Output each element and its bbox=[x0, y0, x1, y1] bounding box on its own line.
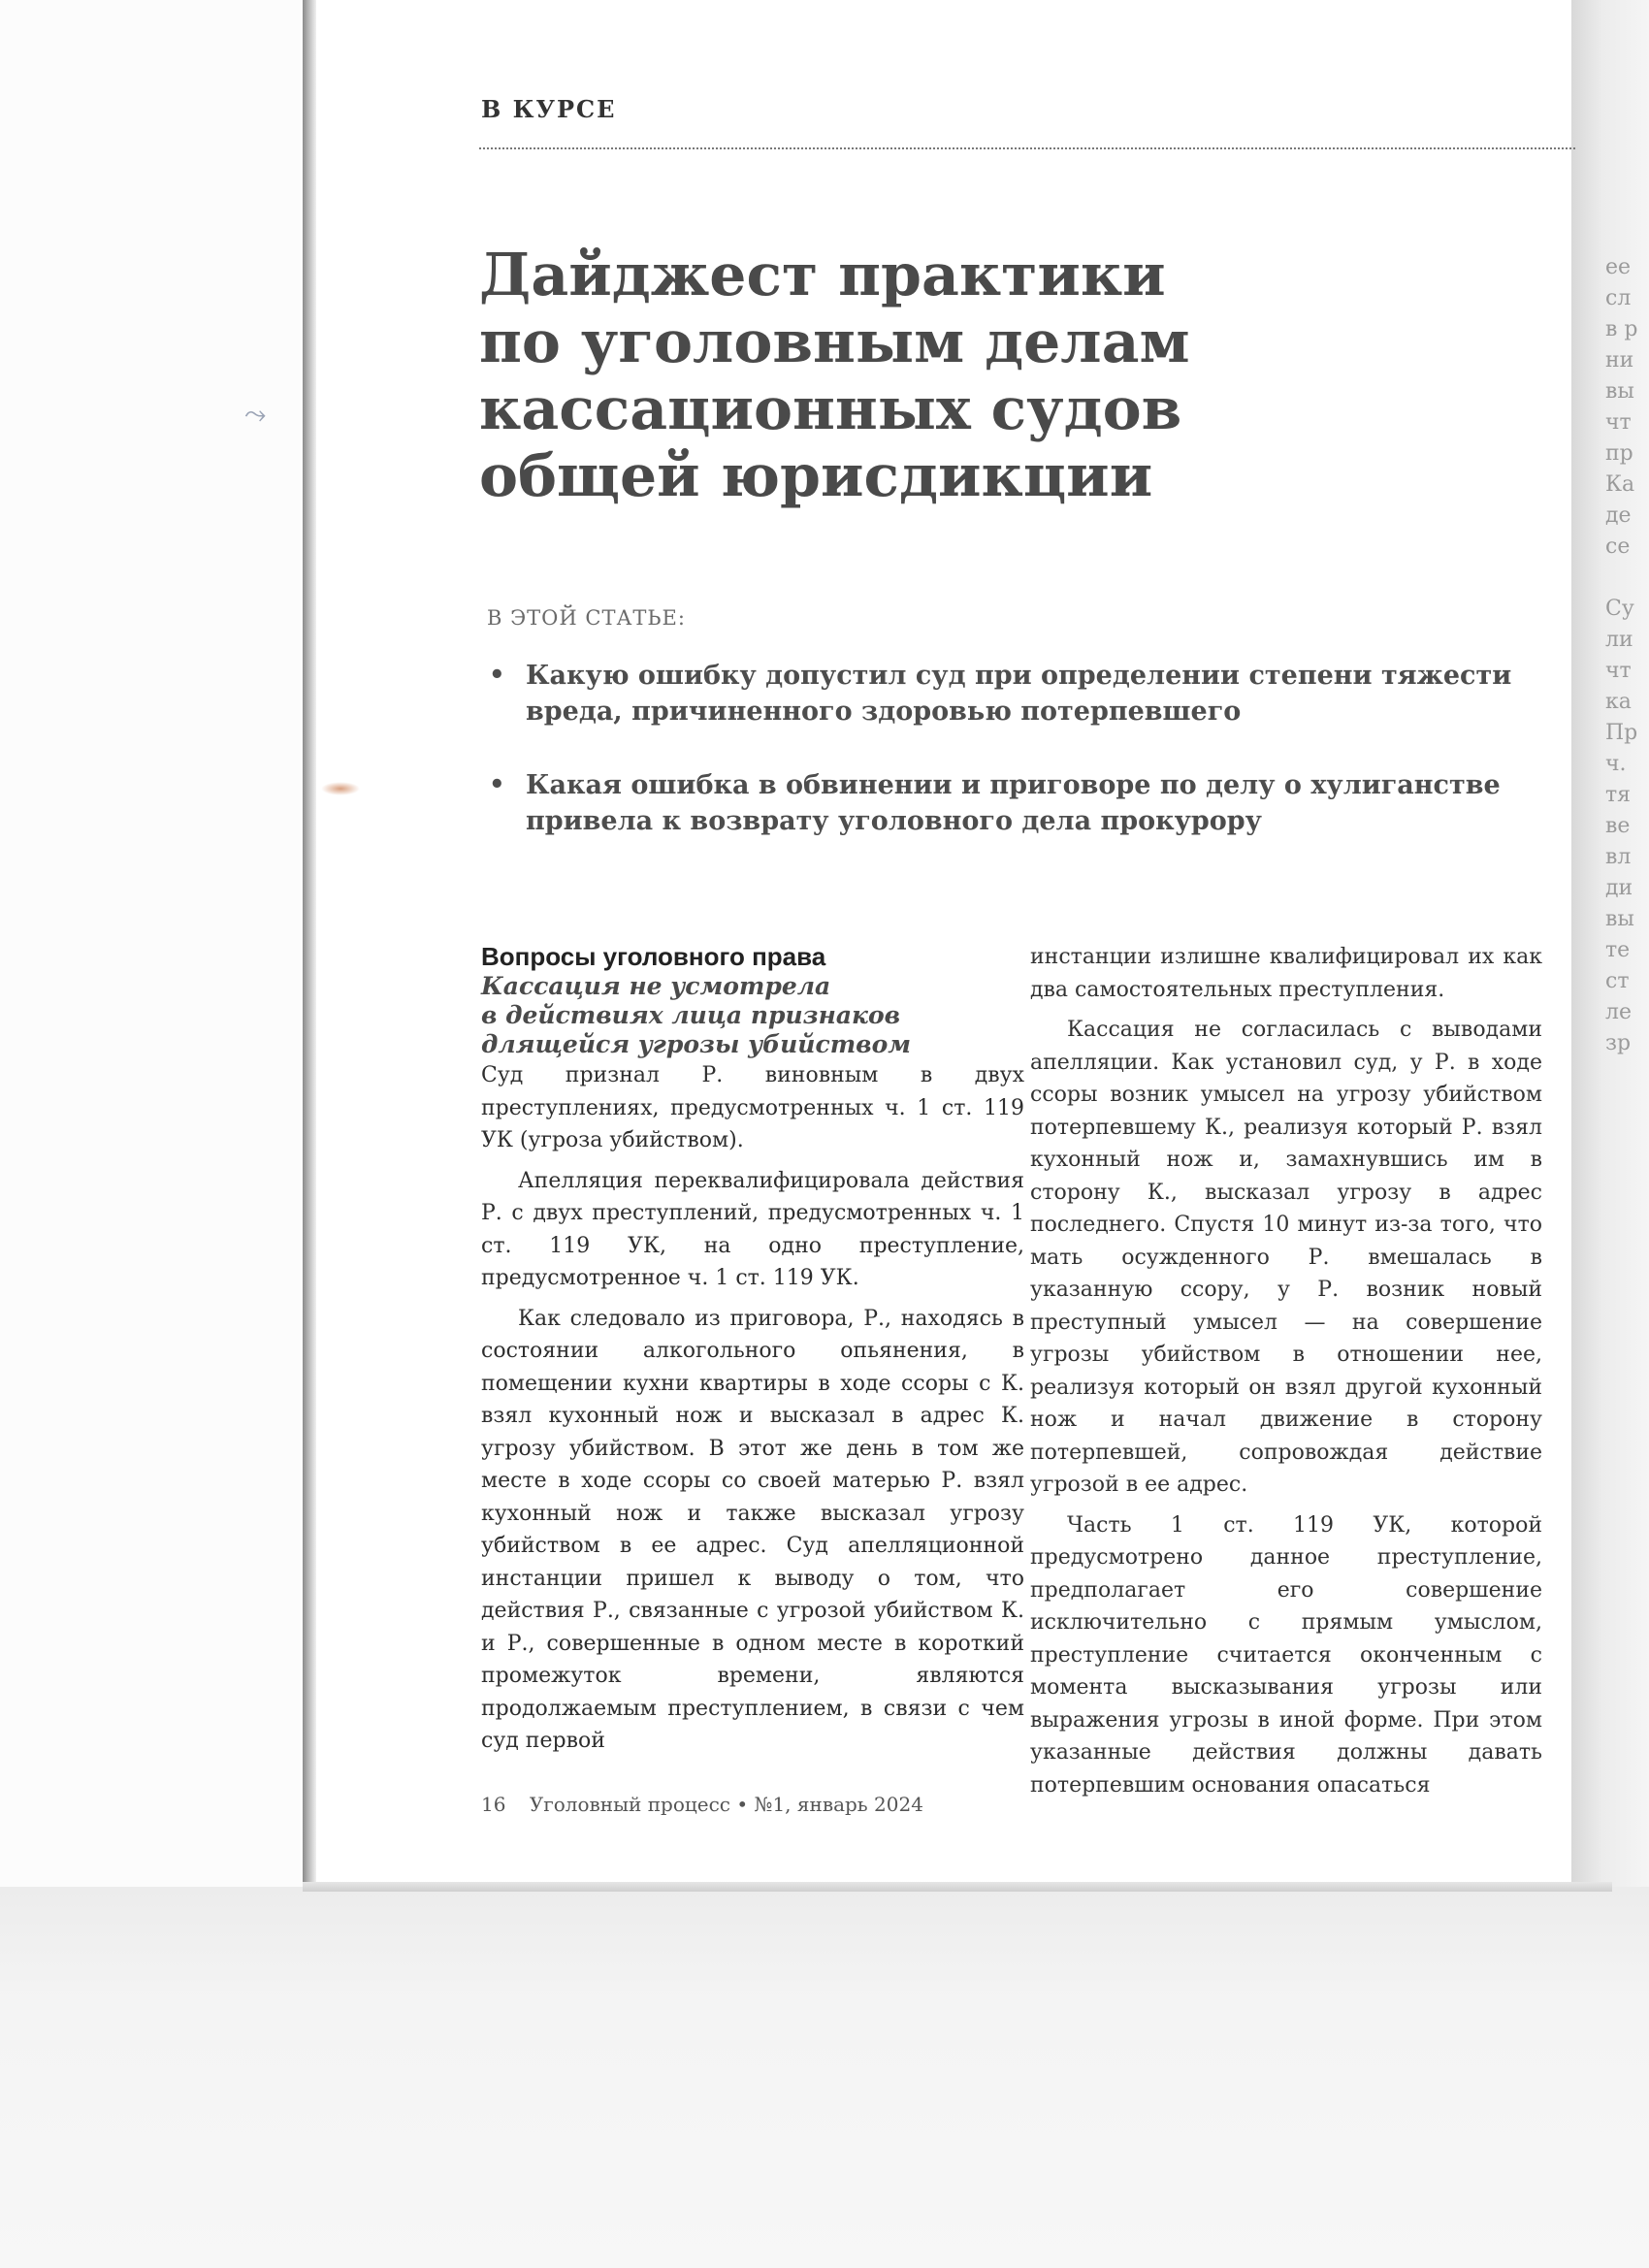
bleed-fragment: ве bbox=[1605, 814, 1631, 838]
bleed-fragment: ка bbox=[1605, 690, 1632, 714]
scanner-background-bottom bbox=[0, 1887, 1649, 2268]
text-column-left bbox=[481, 941, 1024, 1758]
bleed-fragment: вы bbox=[1605, 907, 1634, 931]
title-line: кассационных судов bbox=[479, 375, 1182, 443]
paragraph: Суд признал Р. виновным в двух преступлениях, предусмотренных ч. 1 ст. 119 УК (угроза убийством). bbox=[481, 1063, 1024, 1152]
bleed-fragment: се bbox=[1605, 535, 1631, 559]
scan-smudge bbox=[321, 782, 360, 795]
pencil-mark: ⤳ bbox=[244, 398, 267, 430]
bullet-icon: • bbox=[489, 661, 505, 690]
bleed-fragment: де bbox=[1605, 503, 1632, 528]
in-article-item bbox=[483, 658, 1569, 729]
bullet-icon: • bbox=[489, 770, 505, 799]
dotted-divider bbox=[479, 147, 1575, 149]
bleed-fragment: Пр bbox=[1605, 721, 1638, 745]
bleed-fragment: сл bbox=[1605, 286, 1632, 310]
bleed-fragment: тя bbox=[1605, 783, 1632, 807]
bleed-fragment: чт bbox=[1605, 410, 1632, 435]
bleed-fragment: те bbox=[1605, 938, 1631, 962]
bleed-fragment: вы bbox=[1605, 379, 1634, 404]
paragraph: Кассация не согласилась с выводами апелляции. Как установил суд, у Р. в ходе ссоры возник умысел на угрозу убийством потерпевшему К., реализуя который Р. взял кухонный нож и, замахнувшись им в сторону К., высказал угрозу в адрес последнего. Спустя 10 минут из-за того, что мать осужденного Р. вмешалась в указанную ссору, у Р. возник новый преступный умысел — на совершение угрозы убийством в отношении нее, реализуя который он взял другой кухонный нож и начал движение в сторону потерпевшей, сопровождая действие угрозой в ее адрес. bbox=[1030, 1018, 1542, 1497]
article-title bbox=[479, 243, 1449, 510]
magazine-page bbox=[316, 0, 1571, 1887]
section-label: В КУРСЕ bbox=[481, 95, 617, 123]
bleed-fragment: Су bbox=[1605, 597, 1634, 621]
title-line: общей юрисдикции bbox=[479, 442, 1153, 510]
next-page-bleed-text bbox=[1605, 252, 1649, 1707]
bleed-fragment: ст bbox=[1605, 969, 1630, 993]
in-article-label: В ЭТОЙ СТАТЬЕ: bbox=[487, 606, 686, 630]
subtitle-line: в действиях лица признаков bbox=[481, 1001, 901, 1029]
bleed-fragment: ле bbox=[1605, 1000, 1632, 1024]
bleed-fragment: Ка bbox=[1605, 472, 1635, 497]
paragraph: Как следовало из приговора, Р., находясь в состоянии алкогольного опьянения, в помещении кухни квартиры в ходе ссоры с К. взял кухонный нож и высказал в адрес К. угрозу убийством. В этот же день в том же месте в ходе ссоры со своей матерью Р. взял кухонный нож и также высказал угрозу убийством в ее адрес. Суд апелляционной инстанции пришел к выводу о том, что действия Р., связанные с угрозой убийством К. и Р., совершенные в одном месте в короткий промежуток времени, являются продолжаемым преступлением, в связи с чем суд первой bbox=[481, 1306, 1024, 1753]
bleed-fragment: зр bbox=[1605, 1031, 1632, 1055]
bleed-fragment: ни bbox=[1605, 348, 1634, 373]
in-article-item-text: Какую ошибку допустил суд при определении степени тяжести вреда, причиненного здоровью потерпевшего bbox=[526, 661, 1512, 727]
scanner-background-left bbox=[0, 0, 303, 1892]
subtitle-line: Кассация не усмотрела bbox=[481, 972, 831, 1000]
rubric-heading: Вопросы уголовного права bbox=[481, 942, 826, 971]
title-line: Дайджест практики bbox=[479, 242, 1166, 309]
paragraph: Часть 1 ст. 119 УК, которой предусмотрено данное преступление, предполагает его совершение исключительно с прямым умыслом, преступление считается оконченным с момента высказывания угрозы или выражения угрозы в иной форме. При этом указанные действия должны давать потерпевшим основания опасаться bbox=[1030, 1512, 1542, 1798]
bleed-fragment: ли bbox=[1605, 628, 1633, 652]
subtitle-line: длящейся угрозы убийством bbox=[481, 1030, 912, 1058]
in-article-list bbox=[483, 658, 1569, 877]
page-number: 16 bbox=[481, 1793, 506, 1816]
bleed-fragment: ее bbox=[1605, 255, 1632, 279]
in-article-item bbox=[483, 767, 1569, 839]
title-line: по уголовным делам bbox=[479, 308, 1190, 376]
bleed-fragment: пр bbox=[1605, 441, 1633, 466]
text-column-right bbox=[1030, 941, 1542, 1801]
paragraph: Апелляция переквалифицировала действия Р. с двух преступлений, предусмотренных ч. 1 ст. 119 УК, на одно преступление, предусмотренное ч. 1 ст. 119 УК. bbox=[481, 1168, 1024, 1290]
bleed-fragment: вл bbox=[1605, 845, 1632, 869]
bleed-fragment: ди bbox=[1605, 876, 1633, 900]
page-footer bbox=[481, 1793, 923, 1816]
bleed-fragment: ч. bbox=[1605, 752, 1627, 776]
bleed-fragment: чт bbox=[1605, 659, 1632, 683]
journal-info: Уголовный процесс • №1, январь 2024 bbox=[529, 1793, 923, 1816]
bleed-fragment bbox=[1605, 563, 1649, 594]
in-article-item-text: Какая ошибка в обвинении и приговоре по делу о хулиганстве привела к возврату уголовного дела прокурору bbox=[526, 770, 1501, 836]
paragraph: инстанции излишне квалифицировал их как два самостоятельных преступления. bbox=[1030, 945, 1542, 1002]
page-bottom-edge bbox=[303, 1882, 1612, 1892]
page-left-edge-shadow bbox=[303, 0, 316, 1892]
bleed-fragment: в р bbox=[1605, 317, 1638, 341]
case-subtitle bbox=[481, 972, 1024, 1059]
